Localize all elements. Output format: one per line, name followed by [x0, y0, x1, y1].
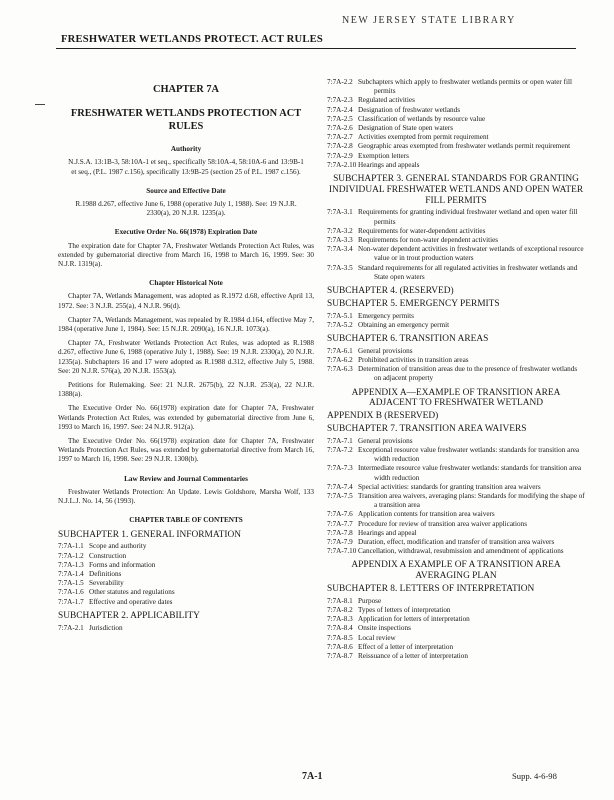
toc-entry-number: 7:7A-2.3 — [327, 96, 353, 105]
toc-entry-title: Hearings and appeals — [358, 160, 420, 169]
toc-entry — [327, 115, 585, 124]
toc-entry-title: General provisions — [358, 436, 413, 445]
toc-entry-number: 7:7A-7.8 — [327, 528, 353, 537]
toc-entry-number: 7:7A-2.2 — [327, 78, 353, 86]
toc-entry-number: 7:7A-8.1 — [327, 596, 353, 605]
toc-entry — [327, 96, 585, 105]
executive-order-text: The expiration date for Chapter 7A, Freshwater Wetlands Protection Act Rules, was extended by gubernatorial directive from March 16, 1998 to March 16, 1999. See: 30 N.J.R. 1319(a). — [58, 241, 314, 269]
toc-entry-number: 7:7A-7.9 — [327, 538, 353, 547]
toc-entry-title: Obtaining an emergency permit — [358, 320, 450, 329]
toc-entry-title: Designation of State open waters — [358, 124, 454, 133]
source-text: R.1988 d.267, effective June 6, 1988 (operative July 1, 1988). See: 19 N.J.R. 2330(a), 20 N.J.R. 1235(a). — [75, 200, 297, 218]
toc-entry-number: 7:7A-8.3 — [327, 615, 353, 624]
toc-entry-number: 7:7A-3.1 — [327, 208, 353, 217]
subchapter-8-heading: SUBCHAPTER 8. LETTERS OF INTERPRETATION — [327, 584, 535, 595]
toc-entry-title: Requirements for water-dependent activities — [358, 226, 486, 235]
subchapter-2-list-continued — [327, 78, 585, 170]
toc-entry-title: Intermediate resource value freshwater wetlands: standards for transition area width reduction — [358, 464, 582, 482]
toc-entry — [327, 152, 585, 161]
toc-entry-number: 7:7A-2.1 — [58, 623, 84, 632]
authority-heading: Authority — [170, 145, 202, 154]
toc-entry-number: 7:7A-2.6 — [327, 124, 353, 133]
historical-note-paragraph: The Executive Order No. 66(1978) expiration date for Chapter 7A, Freshwater Wetlands Protection Act Rules, was extended by gubernatorial directive from June 6, 1993 to March 16, 1997. See: 24 N.J.R. 912(a). — [58, 404, 314, 431]
toc-entry — [327, 520, 585, 529]
law-review-text: Freshwater Wetlands Protection: An Update. Lewis Goldshore, Marsha Wolf, 133 N.J.L.J. No. 14, 56 (1993). — [58, 487, 314, 506]
toc-entry-title: Application contents for transition area waivers — [358, 510, 495, 519]
subchapter-8-list — [327, 597, 585, 661]
subchapter-2-list — [58, 624, 314, 633]
authority-text: N.J.S.A. 13:1B-3, 58:10A-1 et seq., specifically 58:10A-4, 58:10A-6 and 13:9B-1 et seq., (P.L. 1987 c.156), specifically 13:9B-25 (section 25 of P.L. 1987 c.156). — [68, 158, 304, 176]
toc-entry — [58, 570, 314, 579]
toc-entry-title: Geographic areas exempted from freshwater wetlands permit requirement — [358, 142, 571, 151]
toc-entry-title: Reissuance of a letter of interpretation — [358, 652, 468, 661]
toc-entry — [58, 579, 314, 588]
toc-entry-title: Application for letters of interpretation — [358, 615, 470, 624]
toc-entry — [58, 588, 314, 597]
toc-entry-title: Activities exempted from permit requirement — [358, 133, 489, 142]
source-heading: Source and Effective Date — [146, 186, 226, 195]
historical-note-paragraph: The Executive Order No. 66(1978) expiration date for Chapter 7A, Freshwater Wetlands Protection Act Rules, was extended by gubernatorial directive from March 16, 1997 to March 16, 1998. See: 29 N.J.R. 1308(b). — [58, 437, 314, 464]
toc-entry — [327, 652, 585, 661]
toc-entry — [327, 492, 585, 510]
toc-entry-title: Jurisdiction — [89, 623, 123, 632]
toc-entry — [327, 437, 585, 446]
subchapter-7-heading: SUBCHAPTER 7. TRANSITION AREA WAIVERS — [327, 424, 527, 435]
toc-entry-number: 7:7A-6.1 — [327, 346, 353, 355]
toc-entry-number: 7:7A-7.6 — [327, 510, 353, 519]
subchapter-7-list — [327, 437, 585, 557]
toc-entry — [327, 236, 585, 245]
toc-entry-number: 7:7A-7.5 — [327, 492, 353, 501]
chapter-title: FRESHWATER WETLANDS PROTECTION ACT RULES — [70, 108, 302, 132]
toc-entry — [327, 106, 585, 115]
toc-entry-title: Exemption letters — [358, 151, 409, 160]
toc-entry-number: 7:7A-7.3 — [327, 464, 353, 473]
toc-entry-title: Definitions — [89, 569, 122, 578]
historical-note-heading: Chapter Historical Note — [149, 279, 223, 288]
appendix-a-averaging-heading: APPENDIX A EXAMPLE OF A TRANSITION AREA AVERAGING PLAN — [351, 560, 561, 582]
toc-entry-title: Purpose — [358, 596, 382, 605]
table-of-contents-heading: CHAPTER TABLE OF CONTENTS — [129, 516, 243, 525]
toc-entry — [327, 161, 585, 170]
toc-entry — [327, 365, 585, 383]
toc-entry — [327, 529, 585, 538]
toc-entry-number: 7:7A-3.2 — [327, 226, 353, 235]
toc-entry-title: Emergency permits — [358, 311, 414, 320]
toc-entry-number: 7:7A-6.3 — [327, 365, 353, 374]
law-review-heading: Law Review and Journal Commentaries — [124, 474, 248, 483]
supplement-date: Supp. 4-6-98 — [512, 771, 557, 781]
toc-entry — [58, 552, 314, 561]
toc-entry-number: 7:7A-1.2 — [58, 551, 84, 560]
toc-entry-number: 7:7A-1.3 — [58, 560, 84, 569]
toc-entry — [327, 643, 585, 652]
toc-entry-title: General provisions — [358, 346, 413, 355]
toc-entry-title: Other statutes and regulations — [89, 588, 175, 597]
toc-entry — [327, 538, 585, 547]
toc-entry — [327, 264, 585, 282]
toc-entry-title: Subchapters which apply to freshwater wetlands permits or open water fill permits — [358, 78, 572, 96]
right-column — [327, 78, 585, 665]
toc-entry — [327, 227, 585, 236]
toc-entry — [58, 598, 314, 607]
toc-entry — [58, 561, 314, 570]
toc-entry-title: Duration, effect, modification and transfer of transition area waivers — [358, 538, 555, 547]
toc-entry-number: 7:7A-8.5 — [327, 633, 353, 642]
toc-entry — [327, 245, 585, 263]
subchapter-2-heading: SUBCHAPTER 2. APPLICABILITY — [58, 610, 200, 621]
toc-entry-number: 7:7A-7.1 — [327, 436, 353, 445]
toc-entry-title: Types of letters of interpretation — [358, 606, 451, 615]
toc-entry-number: 7:7A-7.2 — [327, 446, 353, 455]
toc-entry-number: 7:7A-2.8 — [327, 142, 353, 151]
historical-note-paragraph: Petitions for Rulemaking. See: 21 N.J.R. 2675(b), 22 N.J.R. 253(a), 22 N.J.R. 1388(a). — [58, 381, 314, 399]
toc-entry-title: Special activities: standards for granting transition area waivers — [358, 482, 541, 491]
appendix-a-heading: APPENDIX A—EXAMPLE OF TRANSITION AREA ADJACENT TO FRESHWATER WETLAND — [351, 387, 561, 409]
toc-entry-number: 7:7A-7.7 — [327, 519, 353, 528]
toc-entry-title: Onsite inspections — [358, 624, 411, 633]
toc-entry-number: 7:7A-1.5 — [58, 579, 84, 588]
toc-entry-title: Regulated activities — [358, 96, 415, 105]
toc-entry — [327, 321, 585, 330]
toc-entry — [327, 510, 585, 519]
library-stamp: NEW JERSEY STATE LIBRARY — [342, 15, 516, 26]
toc-entry-number: 7:7A-8.2 — [327, 606, 353, 615]
toc-entry — [327, 464, 585, 482]
toc-entry-title: Effective and operative dates — [89, 597, 173, 606]
toc-entry-title: Requirements for granting individual freshwater wetland and open water fill permits — [358, 208, 578, 226]
toc-entry-title: Cancellation, withdrawal, resubmission and amendment of applications — [358, 547, 564, 556]
toc-entry-number: 7:7A-6.2 — [327, 356, 353, 365]
toc-entry — [327, 606, 585, 615]
toc-entry-number: 7:7A-7.4 — [327, 482, 353, 491]
toc-entry-title: Non-water dependent activities in freshwater wetlands of exceptional resource value or in trout production waters — [358, 245, 584, 263]
page-number: 7A-1 — [302, 771, 323, 782]
toc-entry-number: 7:7A-3.4 — [327, 245, 353, 254]
subchapter-4-heading: SUBCHAPTER 4. (RESERVED) — [327, 286, 454, 297]
toc-entry — [327, 615, 585, 624]
toc-entry-number: 7:7A-1.7 — [58, 597, 84, 606]
toc-entry — [327, 356, 585, 365]
toc-entry-title: Classification of wetlands by resource value — [358, 114, 486, 123]
toc-entry-title: Procedure for review of transition area waiver applications — [358, 519, 528, 528]
margin-mark — [35, 104, 45, 105]
toc-entry-title: Forms and information — [89, 560, 156, 569]
toc-entry-title: Requirements for non-water dependent activities — [358, 236, 499, 245]
toc-entry-number: 7:7A-8.6 — [327, 642, 353, 651]
subchapter-3-heading: SUBCHAPTER 3. GENERAL STANDARDS FOR GRANTING INDIVIDUAL FRESHWATER WETLANDS AND OPEN WATER FILL PERMITS — [328, 174, 584, 206]
subchapter-6-list — [327, 347, 585, 384]
subchapter-1-heading: SUBCHAPTER 1. GENERAL INFORMATION — [58, 529, 241, 540]
chapter-number: CHAPTER 7A — [152, 84, 220, 95]
toc-entry-number: 7:7A-2.5 — [327, 114, 353, 123]
toc-entry-number: 7:7A-3.3 — [327, 236, 353, 245]
toc-entry — [327, 78, 585, 96]
toc-entry — [327, 446, 585, 464]
left-column — [58, 85, 314, 637]
toc-entry — [327, 142, 585, 151]
toc-entry-title: Effect of a letter of interpretation — [358, 642, 454, 651]
toc-entry-title: Local review — [358, 633, 396, 642]
toc-entry — [327, 208, 585, 226]
executive-order-heading: Executive Order No. 66(1978) Expiration Date — [114, 228, 258, 237]
subchapter-6-heading: SUBCHAPTER 6. TRANSITION AREAS — [327, 334, 489, 345]
toc-entry — [327, 597, 585, 606]
historical-note-paragraph: Chapter 7A, Freshwater Wetlands Protection Act Rules, was adopted as R.1988 d.267, effective June 6, 1988 (operative July 1, 1988). See: 19 N.J.R. 2330(a), 20 N.J.R. 1235(a). Subchapters 16 and 17 were adopted as R.1988 d.312, effective July 5, 1988. See: 20 N.J.R. 576(a), 20 N.J.R. 1553(a). — [58, 339, 314, 375]
toc-entry-number: 7:7A-8.7 — [327, 652, 353, 661]
toc-entry — [327, 547, 585, 556]
toc-entry-number: 7:7A-2.9 — [327, 151, 353, 160]
toc-entry-title: Prohibited activities in transition areas — [358, 356, 469, 365]
toc-entry-number: 7:7A-5.2 — [327, 320, 353, 329]
toc-entry — [58, 542, 314, 551]
subchapter-5-heading: SUBCHAPTER 5. EMERGENCY PERMITS — [327, 298, 500, 309]
toc-entry — [327, 634, 585, 643]
toc-entry-title: Transition area waivers, averaging plans: Standards for modifying the shape of a transition area — [358, 492, 585, 510]
toc-entry — [327, 124, 585, 133]
toc-entry-title: Construction — [89, 551, 127, 560]
running-header: FRESHWATER WETLANDS PROTECT. ACT RULES — [61, 34, 324, 45]
toc-entry — [327, 347, 585, 356]
toc-entry-title: Severability — [89, 579, 124, 588]
toc-entry-number: 7:7A-3.5 — [327, 263, 353, 272]
toc-entry — [58, 624, 314, 633]
toc-entry — [327, 133, 585, 142]
subchapter-3-list — [327, 208, 585, 282]
toc-entry — [327, 312, 585, 321]
toc-entry — [327, 483, 585, 492]
toc-entry-number: 7:7A-1.1 — [58, 542, 84, 551]
toc-entry-number: 7:7A-1.6 — [58, 588, 84, 597]
historical-note-paragraph: Chapter 7A, Wetlands Management, was repealed by R.1984 d.164, effective May 7, 1984 (operative June 1, 1984). See: 15 N.J.R. 2090(a), 16 N.J.R. 1073(a). — [58, 315, 314, 334]
toc-entry-title: Standard requirements for all regulated activities in freshwater wetlands and State open waters — [358, 263, 578, 281]
toc-entry-number: 7:7A-5.1 — [327, 311, 353, 320]
toc-entry-number: 7:7A-8.4 — [327, 624, 353, 633]
toc-entry-number: 7:7A-2.4 — [327, 105, 353, 114]
subchapter-5-list — [327, 312, 585, 330]
toc-entry-title: Determination of transition areas due to the presence of freshwater wetlands on adjacent property — [358, 365, 578, 383]
toc-entry-number: 7:7A-1.4 — [58, 569, 84, 578]
toc-entry-number: 7:7A-2.10 — [327, 160, 357, 169]
header-rule — [56, 48, 576, 49]
toc-entry-title: Scope and authority — [89, 542, 147, 551]
appendix-b-heading: APPENDIX B (RESERVED) — [327, 411, 439, 422]
historical-note-paragraph: Chapter 7A, Wetlands Management, was adopted as R.1972 d.68, effective April 13, 1972. See: 3 N.J.R. 255(a), 4 N.J.R. 96(d). — [58, 292, 314, 310]
toc-entry-number: 7:7A-7.10 — [327, 547, 357, 556]
toc-entry — [327, 624, 585, 633]
toc-entry-number: 7:7A-2.7 — [327, 133, 353, 142]
toc-entry-title: Exceptional resource value freshwater wetlands: standards for transition area width reduction — [358, 446, 580, 464]
toc-entry-title: Hearings and appeal — [358, 528, 417, 537]
subchapter-1-list — [58, 542, 314, 606]
toc-entry-title: Designation of freshwater wetlands — [358, 105, 460, 114]
